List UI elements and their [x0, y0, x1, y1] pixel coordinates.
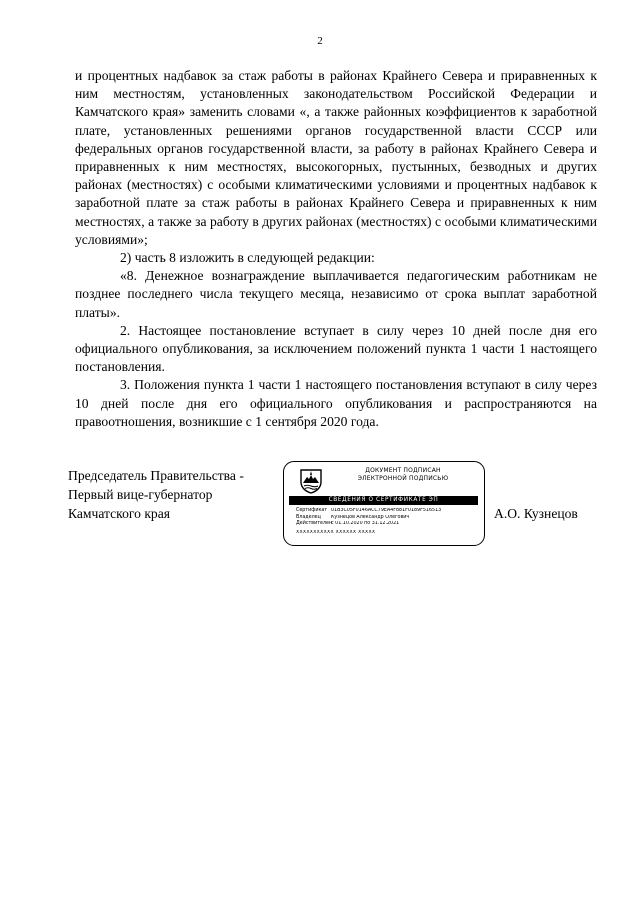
certificate-details	[296, 508, 480, 528]
paragraph-clause-2: 2. Настоящее постановление вступает в силу через 10 дней после дня его официального опубликования, за исключением положений пункта 1 части 1 настоящего постановления.	[75, 322, 597, 375]
stamp-heading	[330, 467, 476, 483]
certificate-row-value: с 01.10.2020 по 31.12.2021	[331, 521, 400, 527]
certificate-row-value: Кузнецов Александр Олегович	[331, 514, 410, 520]
certificate-row	[296, 521, 480, 528]
page-number: 2	[317, 35, 323, 47]
stamp-heading-line: ЭЛЕКТРОННОЙ ПОДПИСЬЮ	[357, 475, 449, 482]
signatory-name: А.О. Кузнецов	[494, 506, 578, 521]
stamp-heading-line: ДОКУМЕНТ ПОДПИСАН	[365, 467, 441, 474]
certificate-row-value: 01B3C05F0146ACC79EA4F881F0189F516513	[331, 508, 442, 513]
signatory-position-line: Камчатского края	[68, 506, 171, 521]
stamp-footer-text: ХХХХХХХХХХХ ХХХХХХ ХХХХХ	[296, 530, 376, 535]
certificate-info-bar: СВЕДЕНИЯ О СЕРТИФИКАТЕ ЭП	[289, 496, 478, 505]
certificate-row	[296, 508, 480, 515]
electronic-signature-stamp	[283, 461, 485, 546]
paragraph-part-8-text: «8. Денежное вознаграждение выплачивается педагогическим работникам не позднее последнего числа текущего месяца, независимо от срока выплат заработной платы».	[75, 268, 597, 320]
certificate-row-key: Сертификат	[296, 508, 328, 513]
signatory-position-line: Председатель Правительства -	[68, 468, 244, 483]
certificate-row-key: Владелец	[296, 514, 321, 520]
paragraph-clause-3: 3. Положения пункта 1 части 1 настоящего постановления вступают в силу через 10 дней после дня его официального опубликования и распространяются на правоотношения, возникшие с 1 сентября 2020 года.	[75, 377, 597, 429]
signatory-position	[68, 466, 244, 523]
paragraph-part-8-intro: 2) часть 8 изложить в следующей редакции:	[120, 250, 375, 266]
signatory-position-line: Первый вице-губернатор	[68, 487, 213, 502]
document-body	[75, 67, 597, 431]
coat-of-arms-icon	[299, 468, 323, 494]
certificate-row-key: Действителен	[296, 521, 333, 527]
paragraph-continuation: и процентных надбавок за стаж работы в районах Крайнего Севера и приравненных к ним местностям, установленных законодательством Российской Федерации и Камчатского края» заменить словами «, а также районных коэффициентов к заработной плате, установленных решениями органов государственной власти СССР или федеральных органов государственной власти, за работу в районах Крайнего Севера и приравненных к ним местностях, высокогорных, пустынных, безводных и других районах (местностях) с особыми климатическими условиями и процентных надбавок к заработной плате за стаж работы в районах Крайнего Севера и приравненных к ним местностях, а также за работу в других районах (местностях) с особыми климатическими условиями»;	[75, 68, 597, 247]
